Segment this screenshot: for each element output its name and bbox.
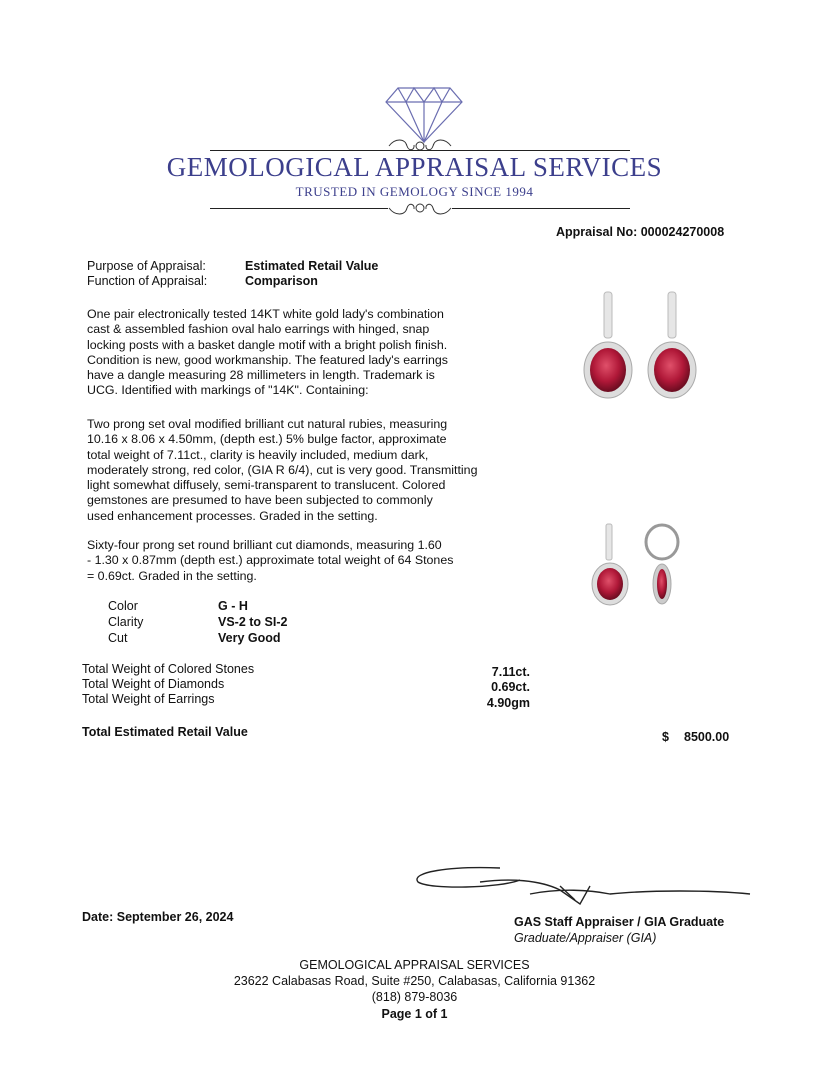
description-paragraph — [87, 307, 517, 399]
earrings-side-photo — [590, 522, 690, 608]
appraiser-signature — [410, 860, 755, 910]
page-number: Page 1 of 1 — [381, 1007, 448, 1021]
rubies-paragraph — [87, 417, 517, 524]
logo-rule-top — [210, 150, 630, 151]
grading-value: Very Good — [218, 631, 281, 645]
appraisal-number: Appraisal No: 000024270008 — [556, 225, 725, 239]
total-label: Total Weight of Diamonds — [82, 677, 225, 691]
company-name: GEMOLOGICAL APPRAISAL SERVICES — [166, 152, 663, 182]
grading-cut-row — [108, 630, 281, 647]
footer-phone: (818) 879-8036 — [371, 990, 458, 1004]
rubies-line: 10.16 x 8.06 x 4.50mm, (depth est.) 5% bulge factor, approximate — [87, 432, 447, 447]
total-value: 4.90gm — [486, 696, 530, 710]
rubies-line: Two prong set oval modified brilliant cut natural rubies, measuring — [87, 417, 448, 431]
retail-value: 8500.00 — [684, 730, 730, 744]
purpose-row — [87, 259, 378, 273]
company-tagline: TRUSTED IN GEMOLOGY SINCE 1994 — [295, 184, 534, 199]
description-line: have a dangle measuring 28 millimeters in length. Trademark is — [87, 368, 435, 383]
rubies-line: used enhancement processes. Graded in the setting. — [87, 508, 378, 523]
total-value: 0.69ct. — [491, 680, 530, 694]
signer-subtitle: Graduate/Appraiser (GIA) — [514, 931, 657, 945]
grading-key: Clarity — [108, 615, 144, 629]
function-row — [87, 274, 318, 288]
diamonds-line: = 0.69ct. Graded in the setting. — [87, 568, 257, 583]
grading-key: Color — [108, 599, 138, 613]
total-value: 7.11ct. — [491, 665, 530, 679]
rubies-line: light somewhat diffusely, semi-transparent to translucent. Colored — [87, 478, 446, 493]
grading-color-row — [108, 598, 248, 615]
footer-address: 23622 Calabasas Road, Suite #250, Calabasas, California 91362 — [233, 974, 596, 988]
description-line: cast & assembled fashion oval halo earrings with hinged, snap — [87, 322, 430, 337]
description-line: One pair electronically tested 14KT white gold lady's combination — [87, 307, 444, 321]
diamonds-line: Sixty-four prong set round brilliant cut diamonds, measuring 1.60 — [87, 538, 442, 552]
diamonds-paragraph — [87, 538, 517, 584]
rubies-line: moderately strong, red color, (GIA R 6/4), cut is very good. Transmitting — [87, 462, 478, 477]
function-label: Function of Appraisal: — [87, 274, 208, 288]
retail-currency: $ — [662, 730, 669, 744]
footer-company: GEMOLOGICAL APPRAISAL SERVICES — [299, 958, 530, 972]
rubies-line: gemstones are presumed to have been subjected to commonly — [87, 493, 433, 508]
retail-label: Total Estimated Retail Value — [82, 725, 248, 739]
ornament-bottom-icon — [385, 200, 455, 216]
signer-title: GAS Staff Appraiser / GIA Graduate — [514, 915, 725, 929]
diamonds-line: - 1.30 x 0.87mm (depth est.) approximate total weight of 64 Stones — [87, 553, 454, 568]
description-line: Condition is new, good workmanship. The featured lady's earrings — [87, 352, 448, 367]
purpose-value: Estimated Retail Value — [245, 259, 379, 273]
total-label: Total Weight of Earrings — [82, 692, 215, 706]
rubies-line: total weight of 7.11ct., clarity is heavily included, medium dark, — [87, 447, 429, 462]
description-line: UCG. Identified with markings of "14K". Containing: — [87, 383, 369, 398]
appraisal-date: Date: September 26, 2024 — [82, 910, 234, 924]
total-label: Total Weight of Colored Stones — [82, 662, 255, 676]
grading-key: Cut — [108, 631, 128, 645]
function-value: Comparison — [245, 274, 318, 288]
description-line: locking posts with a basket dangle motif with a bright polish finish. — [87, 337, 448, 352]
grading-value: G - H — [218, 599, 248, 613]
earrings-front-photo — [578, 288, 708, 406]
grading-clarity-row — [108, 614, 287, 631]
grading-value: VS-2 to SI-2 — [218, 615, 288, 629]
purpose-label: Purpose of Appraisal: — [87, 259, 206, 273]
